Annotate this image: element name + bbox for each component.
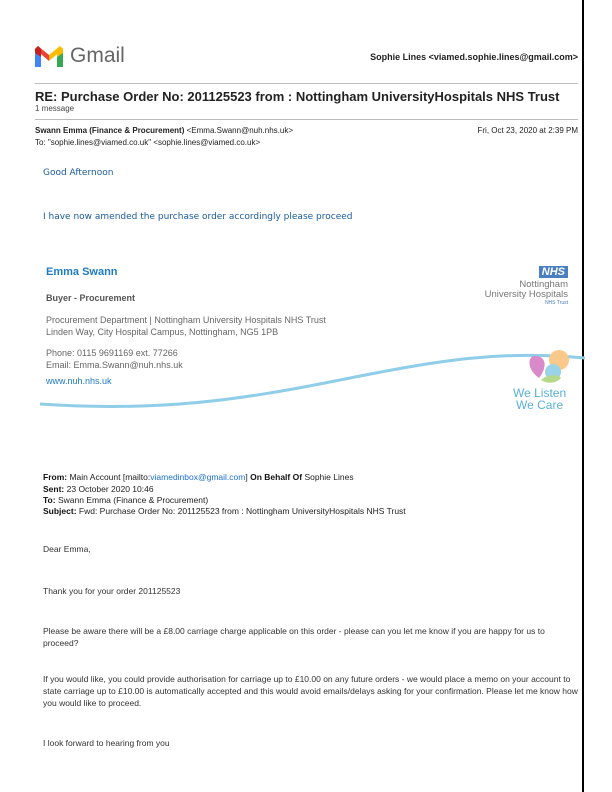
label: From: — [43, 472, 68, 482]
value: Fwd: Purchase Order No: 201125523 from : Nottingham UniversityHospitals NHS Trust — [78, 506, 406, 516]
label: On Behalf Of — [250, 472, 303, 482]
signature-address: Linden Way, City Hospital Campus, Nottingham, NG5 1PB — [46, 327, 279, 337]
sender — [35, 126, 293, 135]
label: Subject: — [43, 506, 77, 516]
value: Sophie Lines — [304, 472, 354, 482]
signature-phone: Phone: 0115 9691169 ext. 77266 — [46, 348, 178, 358]
body-paragraph: I look forward to hearing from you — [43, 738, 170, 748]
slogan — [513, 387, 566, 411]
label: To: — [43, 495, 56, 505]
value: Swann Emma (Finance & Procurement) — [57, 495, 209, 505]
divider — [35, 119, 578, 120]
value: 23 October 2020 10:46 — [66, 484, 154, 494]
body-paragraph: Thank you for your order 201125523 — [43, 586, 181, 596]
divider — [35, 83, 578, 84]
signature-role: Buyer - Procurement — [46, 293, 136, 303]
value: ] — [245, 472, 248, 482]
sender-name: Swann Emma (Finance & Procurement) — [35, 126, 185, 135]
nhs-logo-badge: NHS — [539, 266, 568, 278]
heart-logo-icon — [525, 350, 575, 390]
value: Main Account [mailto: — [69, 472, 151, 482]
body-paragraph: Please be aware there will be a £8.00 carriage charge applicable on this order - please can you let me know if you are happy for us to proceed? — [43, 626, 545, 648]
message-count: 1 message — [35, 104, 75, 113]
signature-web-link[interactable]: www.nuh.nhs.uk — [46, 376, 112, 386]
account-label: Sophie Lines <viamed.sophie.lines@gmail.com> — [370, 52, 578, 62]
greeting: Good Afternoon — [43, 168, 114, 178]
logo-line: NHS Trust — [544, 300, 568, 306]
gmail-logo — [35, 44, 125, 68]
mailto-link[interactable]: viamedinbox@gmail.com — [150, 472, 246, 482]
signature-dept: Procurement Department | Nottingham University Hospitals NHS Trust — [46, 315, 326, 325]
gmail-m-icon — [35, 45, 63, 67]
signature-email: Email: Emma.Swann@nuh.nhs.uk — [46, 360, 183, 370]
fw-subject — [43, 506, 406, 516]
message-text: I have now amended the purchase order accordingly please proceed — [43, 212, 353, 222]
signature-wave — [40, 340, 585, 410]
body-paragraph: If you would like, you could provide authorisation for carriage up to £10.00 on any future orders - we would place a memo on your account to state carriage up to £10.00 is automatically accepted and this would avoid emails/delays asking for your confirmation. Please let me know how you would like to proceed. — [43, 674, 578, 708]
message-date: Fri, Oct 23, 2020 at 2:39 PM — [477, 126, 578, 135]
nuh-logo — [485, 262, 568, 306]
fw-sent — [43, 484, 154, 494]
recipients: To: "sophie.lines@viamed.co.uk" <sophie.lines@viamed.co.uk> — [35, 138, 261, 147]
app-name: Gmail — [70, 44, 125, 67]
fw-to — [43, 495, 208, 505]
slogan-line: We Care — [516, 398, 564, 412]
label: Sent: — [43, 484, 65, 494]
slogan-line: We Listen — [513, 386, 567, 400]
logo-line: Nottingham — [519, 279, 568, 290]
fw-from — [43, 472, 354, 482]
sender-email: <Emma.Swann@nuh.nhs.uk> — [186, 126, 294, 135]
signature-name: Emma Swann — [46, 266, 118, 278]
logo-line: University Hospitals — [484, 289, 568, 300]
body-paragraph: Dear Emma, — [43, 544, 91, 554]
thread-subject: RE: Purchase Order No: 201125523 from : Nottingham UniversityHospitals NHS Trust — [35, 89, 560, 104]
